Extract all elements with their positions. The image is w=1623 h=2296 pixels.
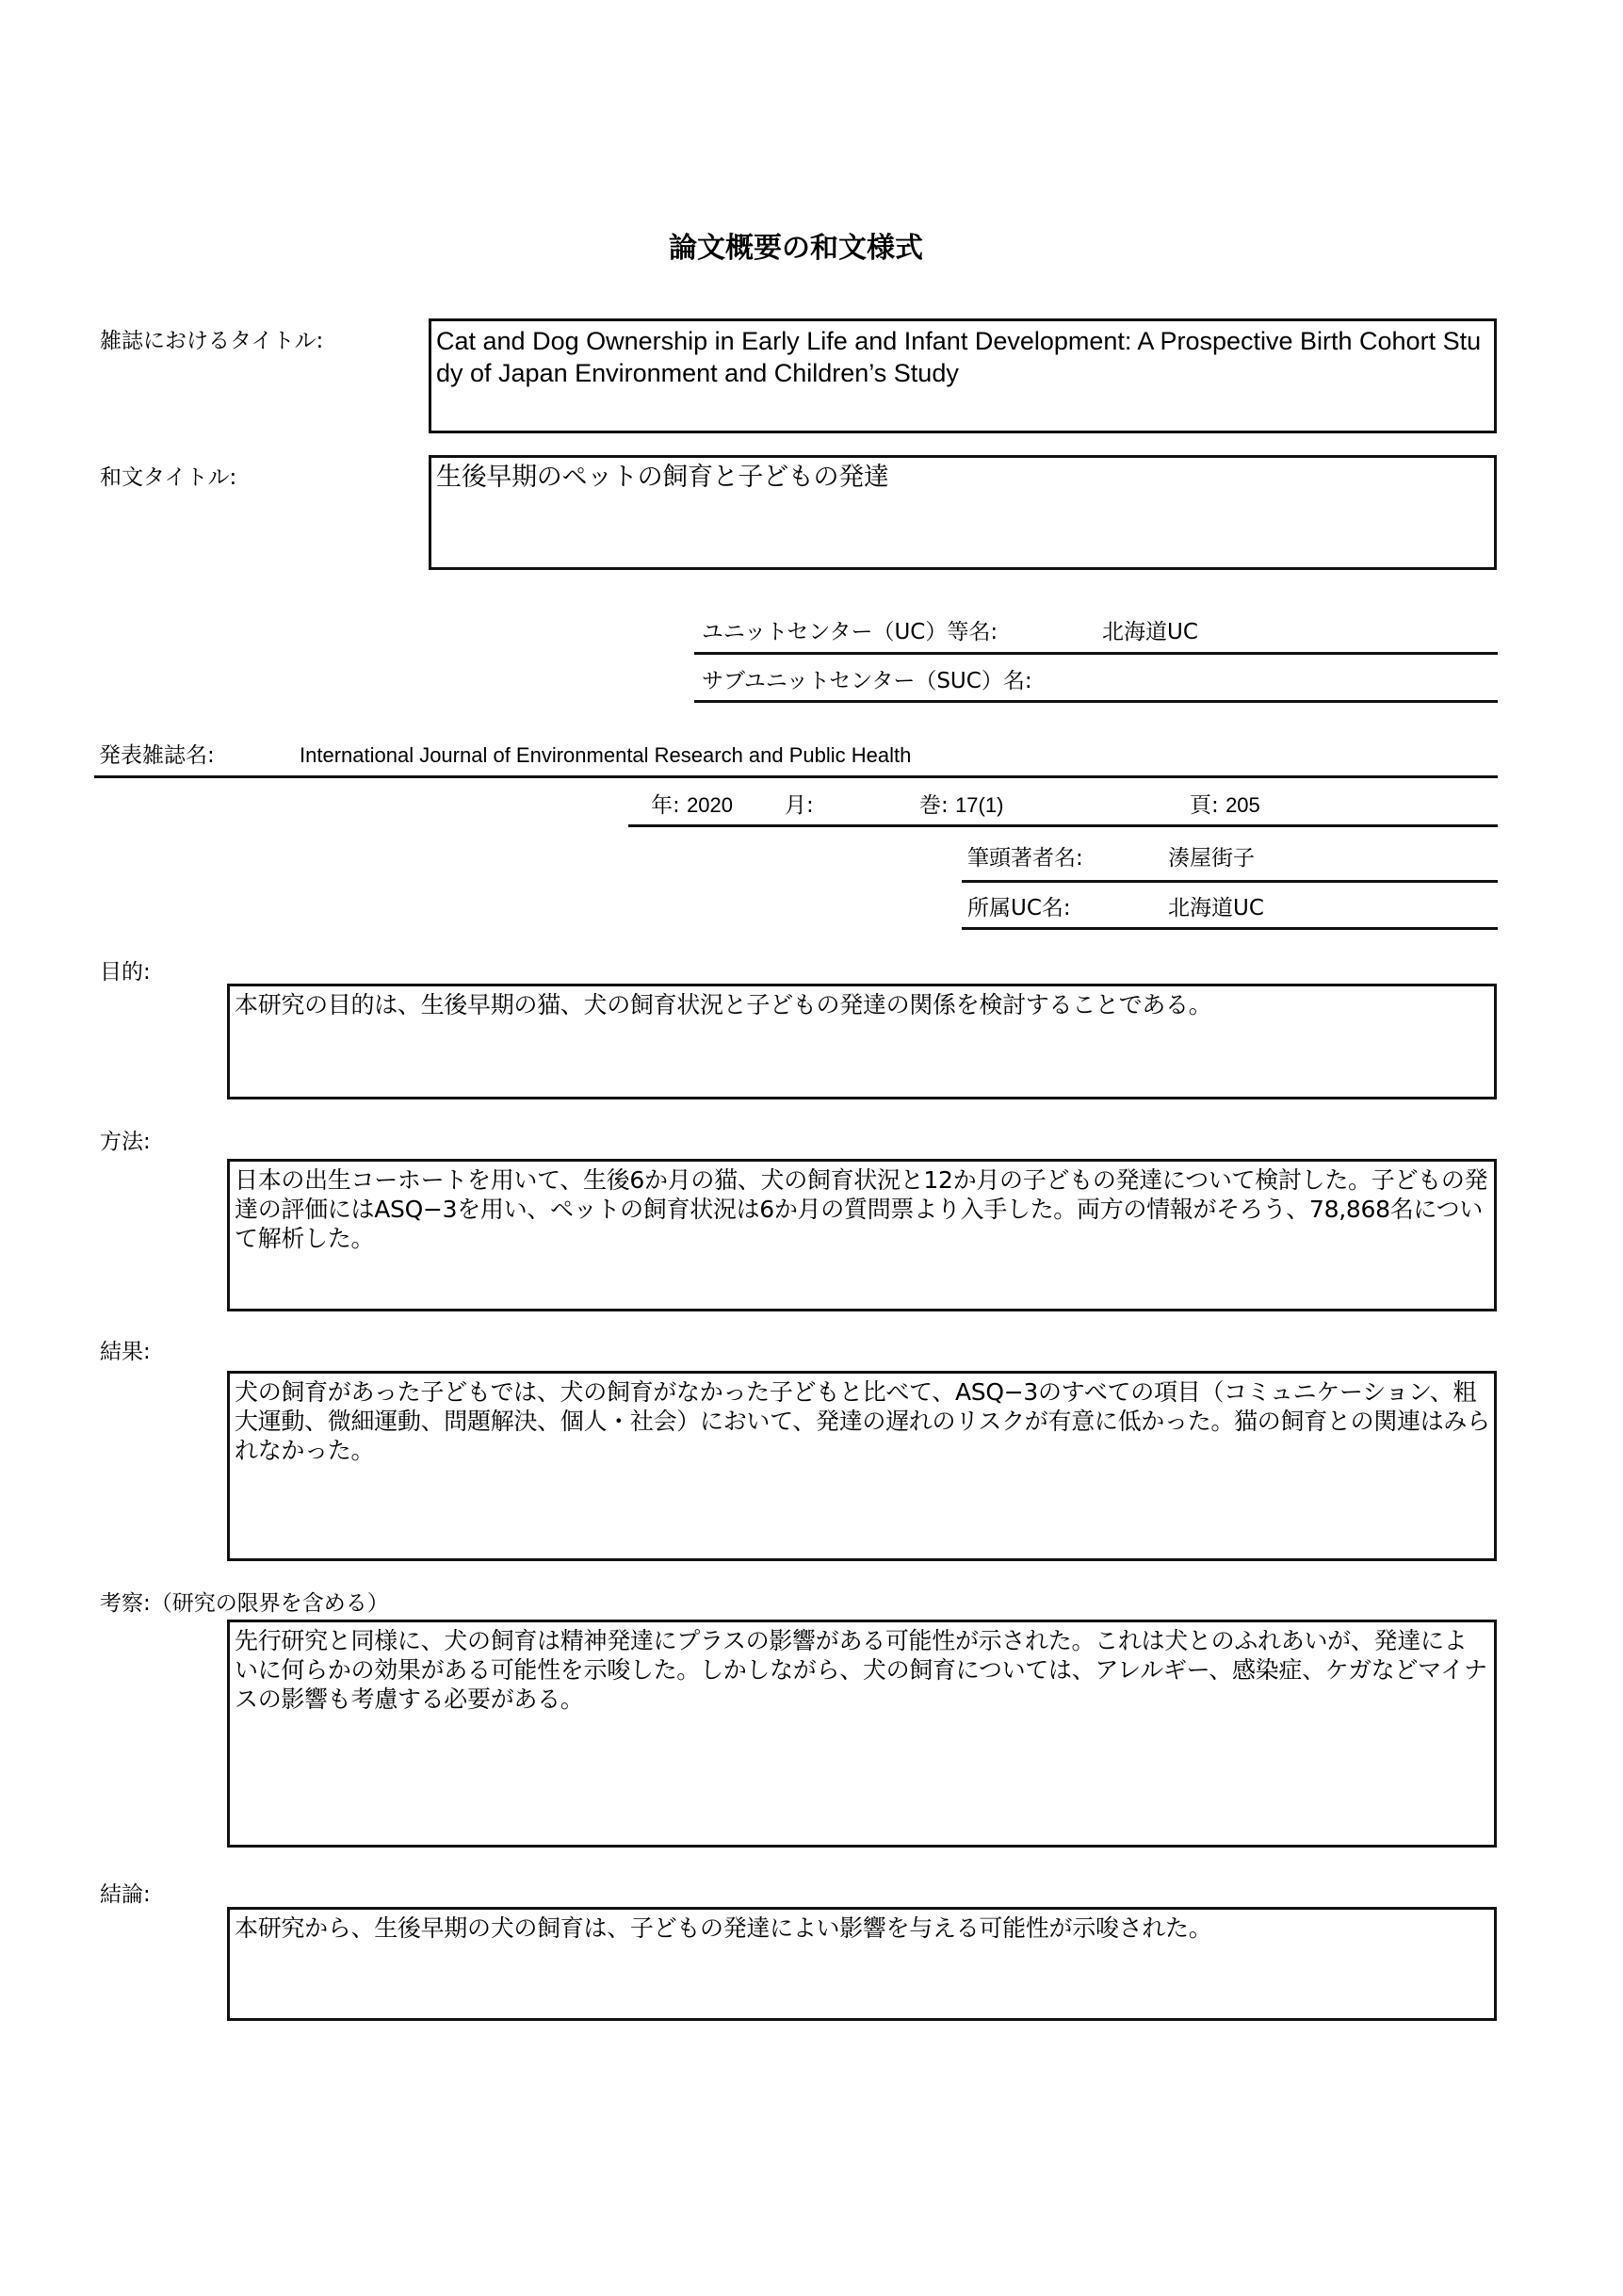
journal-title-box[interactable]: Cat and Dog Ownership in Early Life and Infant Development: A Prospective Birth Cohort Study of Japan Environment and Children’s Study <box>429 318 1497 433</box>
uc-value[interactable]: 北海道UC <box>1102 620 1198 644</box>
year-value[interactable]: 2020 <box>687 793 734 817</box>
first-author-underline <box>962 880 1498 883</box>
first-author-value[interactable]: 湊屋街子 <box>1168 846 1255 871</box>
year-label: 年: <box>651 793 680 818</box>
month-label: 月: <box>785 793 814 818</box>
page-title: 論文概要の和文様式 <box>669 232 923 265</box>
affiliation-label: 所属UC名: <box>967 896 1071 920</box>
suc-underline <box>694 700 1498 703</box>
year-field <box>651 792 733 819</box>
results-box[interactable]: 犬の飼育があった子どもでは、犬の飼育がなかった子どもと比べて、ASQ−3のすべての項目（コミュニケーション、粗大運動、微細運動、問題解決、個人・社会）において、発達の遅れのリスクが有意に低かった。猫の飼育との関連はみられなかった。 <box>227 1371 1497 1561</box>
methods-label: 方法: <box>100 1130 151 1154</box>
suc-label: サブユニットセンター（SUC）名: <box>702 669 1032 693</box>
japanese-title-label: 和文タイトル: <box>100 465 237 490</box>
conclusion-box[interactable]: 本研究から、生後早期の犬の飼育は、子どもの発達によい影響を与える可能性が示唆された。 <box>227 1907 1497 2021</box>
discussion-label: 考察:（研究の限界を含める） <box>100 1591 389 1616</box>
discussion-box[interactable]: 先行研究と同様に、犬の飼育は精神発達にプラスの影響がある可能性が示された。これは犬とのふれあいが、発達によいに何らかの効果がある可能性を示唆した。しかしながら、犬の飼育については、アレルギー、感染症、ケガなどマイナスの影響も考慮する必要がある。 <box>227 1620 1497 1848</box>
affiliation-value[interactable]: 北海道UC <box>1168 896 1264 920</box>
volume-label: 巻: <box>919 793 949 818</box>
journal-underline <box>94 775 1498 778</box>
page-label: 頁: <box>1190 793 1219 818</box>
page-value[interactable]: 205 <box>1225 793 1260 817</box>
volume-value[interactable]: 17(1) <box>955 793 1004 817</box>
first-author-label: 筆頭著者名: <box>967 846 1083 871</box>
conclusion-label: 結論: <box>100 1882 151 1907</box>
uc-underline <box>694 652 1498 655</box>
japanese-title-box[interactable]: 生後早期のペットの飼育と子どもの発達 <box>429 455 1497 570</box>
page-field <box>1190 792 1260 819</box>
purpose-box[interactable]: 本研究の目的は、生後早期の猫、犬の飼育状況と子どもの発達の関係を検討することである。 <box>227 984 1497 1099</box>
affiliation-underline <box>962 927 1498 930</box>
journal-title-label: 雑誌におけるタイトル: <box>100 329 324 353</box>
purpose-label: 目的: <box>100 960 151 985</box>
month-field <box>785 792 814 819</box>
year-underline <box>628 824 1498 827</box>
journal-value[interactable]: International Journal of Environmental Research and Public Health <box>300 743 912 767</box>
results-label: 結果: <box>100 1340 151 1364</box>
volume-field <box>919 792 1003 819</box>
uc-label: ユニットセンター（UC）等名: <box>702 620 998 644</box>
journal-label: 発表雑誌名: <box>99 743 215 768</box>
methods-box[interactable]: 日本の出生コーホートを用いて、生後6か月の猫、犬の飼育状況と12か月の子どもの発達について検討した。子どもの発達の評価にはASQ−3を用い、ペットの飼育状況は6か月の質問票より入手した。両方の情報がそろう、78,868名について解析した。 <box>227 1159 1497 1311</box>
